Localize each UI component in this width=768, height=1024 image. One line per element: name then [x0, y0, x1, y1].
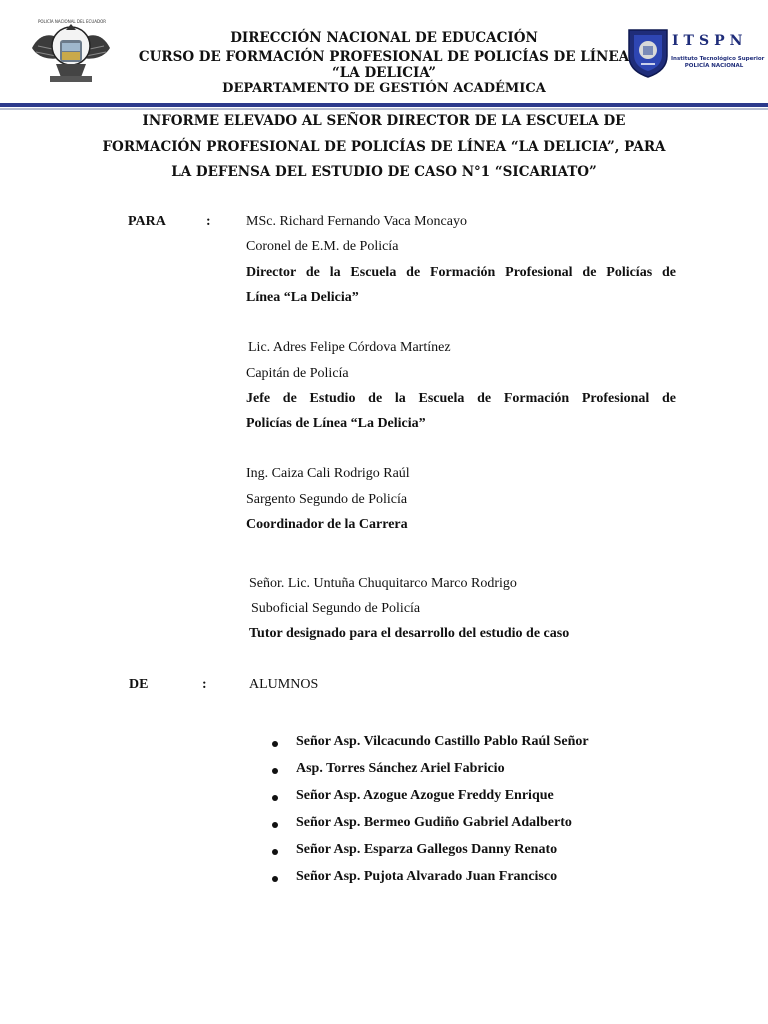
recipient-4-role: Tutor designado para el desarrollo del estudio de caso: [249, 626, 570, 641]
recipient-3-name: Ing. Caiza Cali Rodrigo Raúl: [246, 466, 410, 481]
de-colon: :: [202, 677, 207, 692]
bullet-icon: [272, 741, 278, 747]
itspn-acronym: ITSPN: [672, 33, 748, 49]
header-line-3: “LA DELICIA”: [332, 65, 436, 81]
list-item: [272, 815, 692, 842]
para-label: PARA: [128, 214, 166, 229]
bullet-icon: [272, 876, 278, 882]
recipient-3-rank: Sargento Segundo de Policía: [246, 492, 408, 507]
header-line-2: CURSO DE FORMACIÓN PROFESIONAL DE POLICÍAS DE LÍNEA: [138, 49, 630, 65]
itspn-subtitle-1: Instituto Tecnológico Superior: [671, 56, 765, 62]
student-name: Señor Asp. Azogue Azogue Freddy Enrique: [296, 788, 554, 803]
bullet-icon: [272, 795, 278, 801]
recipient-2-rank: Capitán de Policía: [246, 366, 349, 381]
para-colon: :: [206, 214, 211, 229]
students-list: [272, 734, 692, 896]
student-name: Señor Asp. Bermeo Gudiño Gabriel Adalberto: [296, 815, 572, 830]
de-value: ALUMNOS: [249, 677, 319, 692]
report-title-line-3: LA DEFENSA DEL ESTUDIO DE CASO N°1 “SICARIATO”: [171, 164, 597, 180]
header-line-4: DEPARTAMENTO DE GESTIÓN ACADÉMICA: [222, 81, 546, 96]
recipient-1-name: MSc. Richard Fernando Vaca Moncayo: [246, 214, 467, 229]
list-item: [272, 788, 692, 815]
recipient-2-role-line-1: Jefe de Estudio de la Escuela de Formación Profesional de: [246, 391, 676, 406]
student-name: Señor Asp. Vilcacundo Castillo Pablo Raúl Señor: [296, 734, 589, 749]
recipient-3-role: Coordinador de la Carrera: [246, 517, 408, 532]
bullet-icon: [272, 849, 278, 855]
header-line-1: DIRECCIÓN NACIONAL DE EDUCACIÓN: [230, 30, 538, 46]
report-title-line-1: INFORME ELEVADO AL SEÑOR DIRECTOR DE LA ESCUELA DE: [142, 113, 626, 129]
list-item: [272, 734, 692, 761]
recipient-2-name: Lic. Adres Felipe Córdova Martínez: [248, 340, 451, 355]
report-title-line-2: FORMACIÓN PROFESIONAL DE POLICÍAS DE LÍNEA “LA DELICIA”, PARA: [102, 139, 666, 155]
list-item: [272, 869, 692, 896]
student-name: Señor Asp. Esparza Gallegos Danny Renato: [296, 842, 558, 857]
recipient-1-role-line-2: Línea “La Delicia”: [246, 290, 359, 305]
bullet-icon: [272, 822, 278, 828]
police-emblem-ring-text: POLICÍA NACIONAL DEL ECUADOR: [37, 19, 107, 24]
student-name: Asp. Torres Sánchez Ariel Fabricio: [296, 761, 505, 776]
itspn-shield-logo: [627, 26, 669, 78]
de-label: DE: [129, 677, 149, 692]
recipient-2-role-line-2: Policías de Línea “La Delicia”: [246, 416, 426, 431]
recipient-4-name: Señor. Lic. Untuña Chuquitarco Marco Rodrigo: [249, 576, 517, 591]
student-name: Señor Asp. Pujota Alvarado Juan Francisco: [296, 869, 558, 884]
header-rule-blue: [0, 103, 768, 107]
recipient-1-role-line-1: Director de la Escuela de Formación Profesional de Policías de: [246, 265, 676, 280]
bullet-icon: [272, 768, 278, 774]
itspn-subtitle-2: POLICÍA NACIONAL: [684, 63, 744, 69]
police-emblem-logo: [30, 18, 112, 88]
recipient-1-rank: Coronel de E.M. de Policía: [246, 239, 399, 254]
list-item: [272, 842, 692, 869]
list-item: [272, 761, 692, 788]
recipient-4-rank: Suboficial Segundo de Policía: [251, 601, 421, 616]
